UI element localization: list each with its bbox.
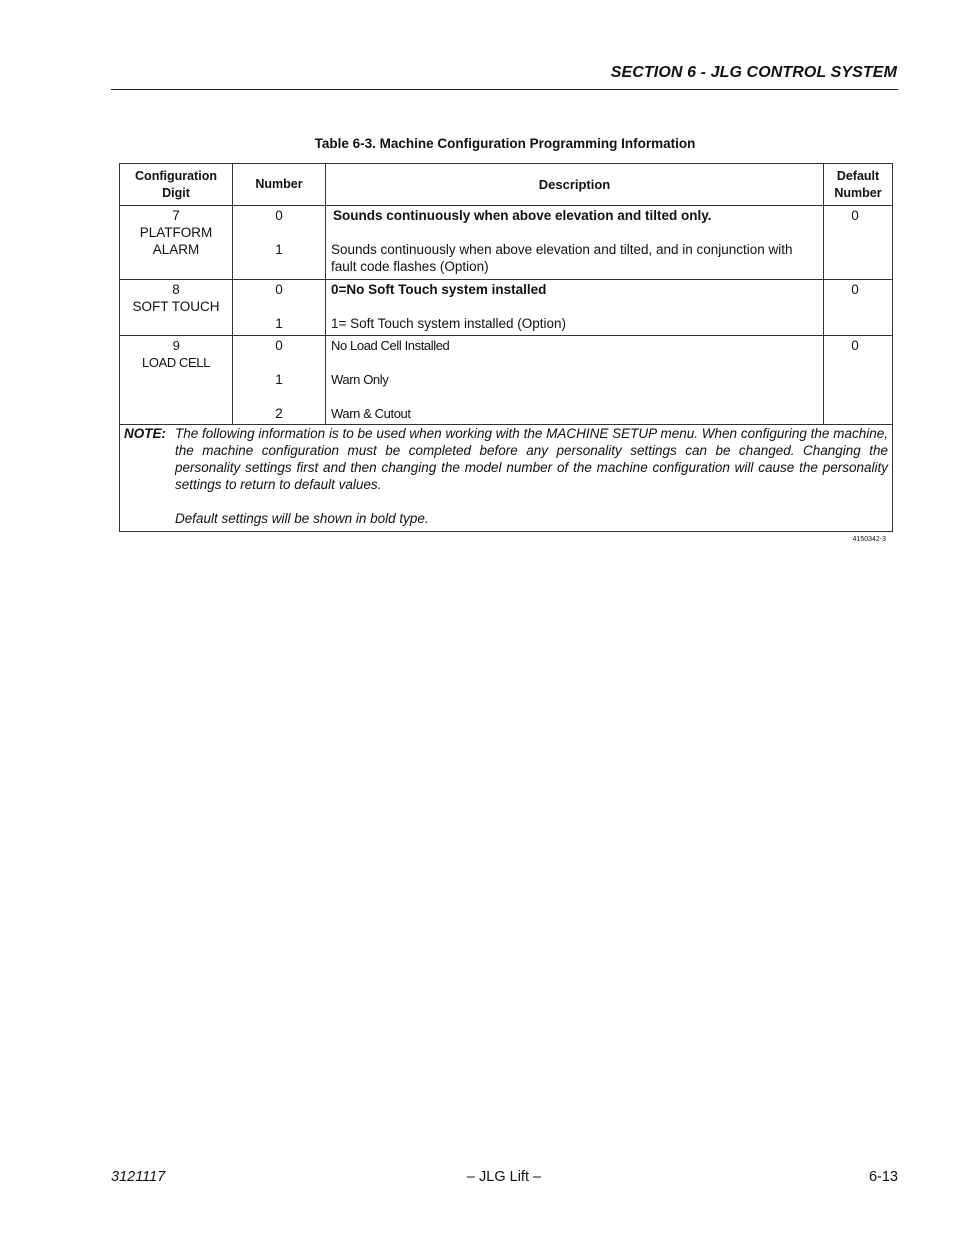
digit-name-line: ALARM [152, 242, 200, 257]
option-number: 0 [275, 338, 283, 353]
option-description: Sounds continuously when above elevation and tilted, and in conjunction with fault code flashes (Option) [331, 242, 793, 274]
note-cell [120, 425, 893, 532]
digit-number: 8 [172, 282, 180, 297]
table-title: Table 6-3. Machine Configuration Programming Information [314, 136, 696, 151]
default-cell [824, 336, 893, 425]
default-header-text: Default Number [834, 168, 882, 200]
table-header-row [120, 164, 893, 206]
number-cell [233, 336, 326, 425]
footer-center-text: – JLG Lift – [466, 1169, 542, 1185]
column-header-number: Number [233, 164, 326, 206]
option-number: 1 [275, 242, 283, 257]
note-text: The following information is to be used when working with the MACHINE SETUP menu. When configuring the machine, the machine configuration must be completed before any personality settings can be changed. Changing the personality settings first and then changing the model number of the machine configuration will cause the personality settings to return to default values. [175, 426, 888, 492]
option-description: No Load Cell Installed [331, 338, 450, 353]
default-value: 0 [851, 282, 859, 297]
digit-cell [120, 336, 233, 425]
default-value: 0 [851, 208, 859, 223]
column-header-default [824, 164, 893, 206]
footer-doc-number: 3121117 [111, 1169, 166, 1185]
digit-name-line: PLATFORM [139, 225, 213, 240]
option-number: 1 [275, 372, 283, 387]
option-description: 1= Soft Touch system installed (Option) [331, 316, 566, 331]
option-number: 0 [275, 208, 283, 223]
description-cell [326, 336, 824, 425]
option-number: 0 [275, 282, 283, 297]
description-cell [326, 280, 824, 336]
column-header-description: Description [326, 164, 824, 206]
default-value: 0 [851, 338, 859, 353]
table-row [120, 280, 893, 336]
option-description: Warn Only [331, 372, 389, 387]
figure-code: 4150342-3 [852, 536, 886, 543]
table-row [120, 206, 893, 280]
option-description-default: 0=No Soft Touch system installed [331, 282, 547, 297]
default-cell [824, 280, 893, 336]
note-row [120, 425, 893, 532]
option-description-default: Sounds continuously when above elevation and tilted only. [333, 208, 712, 223]
section-header: SECTION 6 - JLG CONTROL SYSTEM [610, 64, 897, 81]
digit-cell [120, 206, 233, 280]
default-cell [824, 206, 893, 280]
note-text-default-settings: Default settings will be shown in bold type. [175, 511, 429, 526]
option-number: 2 [275, 406, 283, 421]
digit-number: 7 [172, 208, 180, 223]
column-header-digit: Configuration Digit [120, 164, 233, 206]
digit-cell [120, 280, 233, 336]
note-label: NOTE: [124, 426, 166, 441]
option-description: Warn & Cutout [331, 406, 411, 421]
table-row [120, 336, 893, 425]
digit-name-line: SOFT TOUCH [132, 299, 220, 314]
number-cell [233, 206, 326, 280]
digit-number: 9 [172, 338, 180, 353]
option-number: 1 [275, 316, 283, 331]
configuration-table [119, 163, 893, 532]
description-cell [326, 206, 824, 280]
number-cell [233, 280, 326, 336]
header-rule [111, 89, 898, 90]
footer-page-number: 6-13 [868, 1169, 898, 1185]
digit-name-line: LOAD CELL [142, 355, 210, 370]
